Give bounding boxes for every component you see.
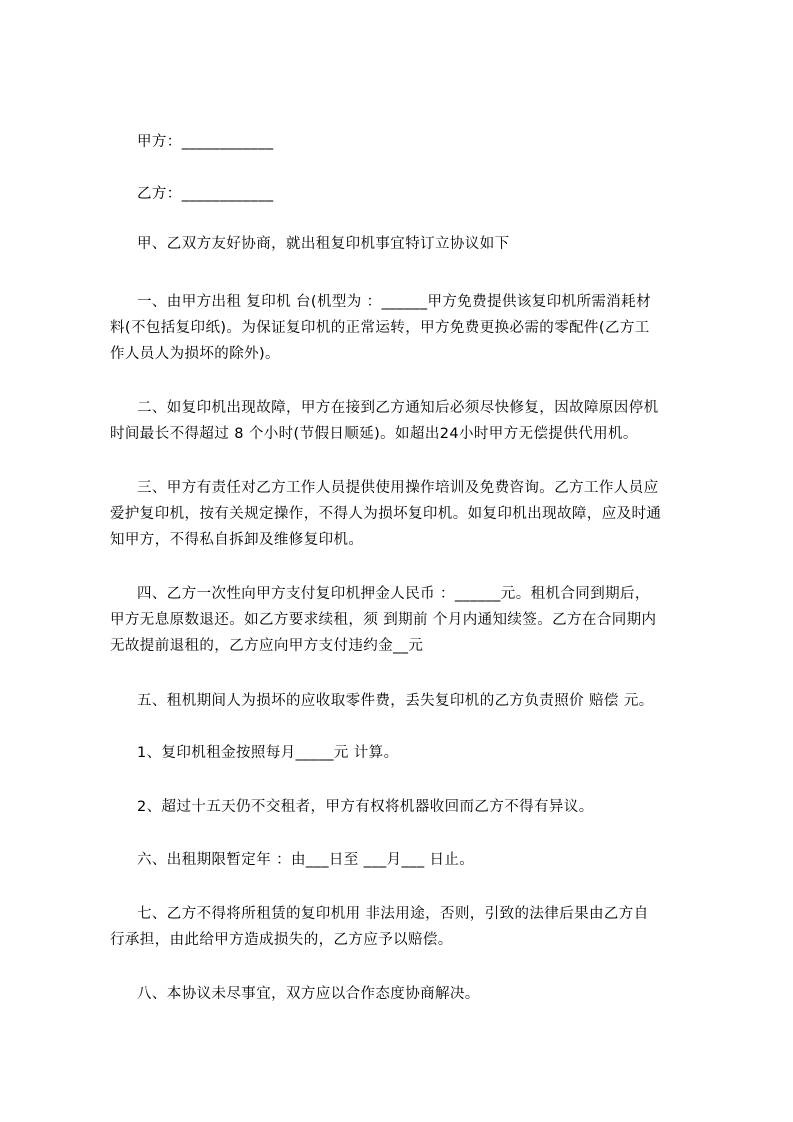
clause-3-line-1: 三、甲方有责任对乙方工作人员提供使用操作培训及免费咨询。乙方工作人员应 bbox=[137, 480, 659, 496]
item-1-line: 1、复印机租金按照每月_____元 计算。 bbox=[137, 745, 399, 761]
clause-6-line: 六、出租期限暂定年 ：由___日至 ___月___ 日止。 bbox=[137, 852, 475, 868]
clause-1-line-2: 料(不包括复印纸)。为保证复印机的正常运转，甲方免费更换必需的零配件(乙方工 bbox=[110, 320, 650, 336]
clause-4-line-2: 甲方无息原数退还。如乙方要求续租，须 到期前 个月内通知续签。乙方在合同期内 bbox=[110, 612, 657, 628]
clause-2-line-1: 二、如复印机出现故障，甲方在接到乙方通知后必须尽快修复，因故障原因停机 bbox=[137, 400, 659, 416]
clause-3-line-3: 知甲方，不得私自拆卸及维修复印机。 bbox=[110, 532, 364, 548]
item-2-line: 2、超过十五天仍不交租者，甲方有权将机器收回而乙方不得有异议。 bbox=[137, 799, 594, 815]
party-b-line: 乙方：____________ bbox=[137, 186, 274, 202]
party-a-line: 甲方：____________ bbox=[137, 134, 274, 150]
clause-2-line-2: 时间最长不得超过 8 个小时(节假日顺延)。如超出24小时甲方无偿提供代用机。 bbox=[110, 426, 638, 442]
clause-1-line-1: 一、由甲方出租 复印机 台(机型为 ：______甲方免费提供该复印机所需消耗材 bbox=[137, 294, 651, 310]
clause-1-line-3: 作人员人为损坏的除外)。 bbox=[110, 346, 280, 362]
clause-4-line-3: 无故提前退租的，乙方应向甲方支付违约金__元 bbox=[110, 638, 424, 654]
clause-4-line-1: 四、乙方一次性向甲方支付复印机押金人民币 ：______元。租机合同到期后， bbox=[137, 586, 650, 602]
intro-paragraph: 甲、乙双方友好协商，就出租复印机事宜特订立协议如下 bbox=[137, 236, 510, 252]
clause-7-line-1: 七、乙方不得将所租赁的复印机用 非法用途，否则，引致的法律后果由乙方自 bbox=[137, 906, 649, 922]
clause-8-line: 八、本协议未尽事宜，双方应以合作态度协商解决。 bbox=[137, 986, 480, 1002]
clause-3-line-2: 爱护复印机，按有关规定操作，不得人为损坏复印机。如复印机出现故障，应及时通 bbox=[110, 506, 662, 522]
clause-7-line-2: 行承担，由此给甲方造成损失的，乙方应予以赔偿。 bbox=[110, 932, 453, 948]
clause-5-line: 五、租机期间人为损坏的应收取零件费，丢失复印机的乙方负责照价 赔偿 元。 bbox=[137, 693, 654, 709]
